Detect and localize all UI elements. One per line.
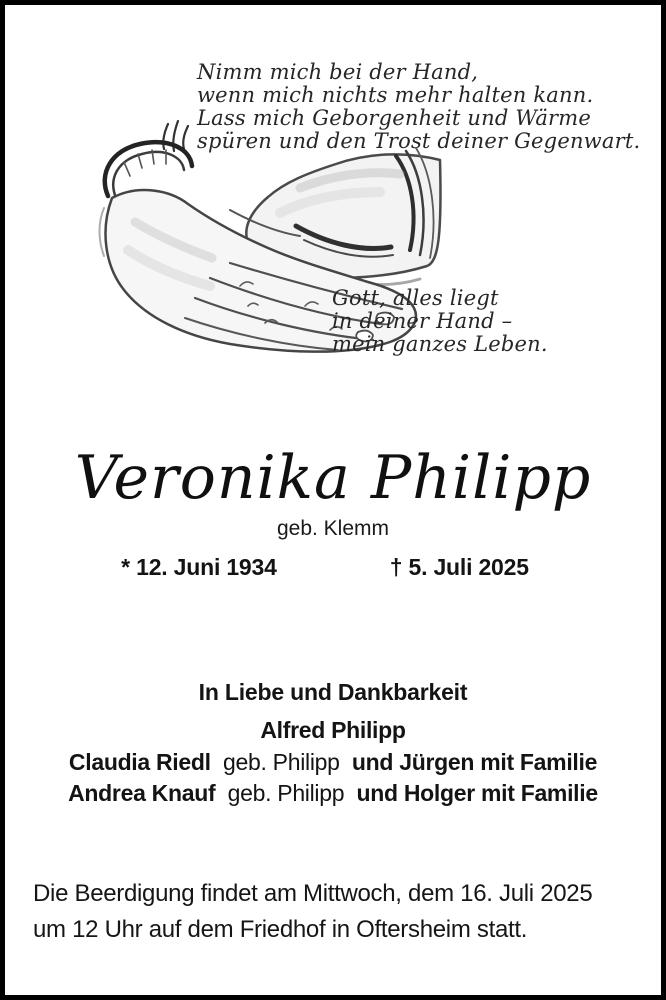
mourner-name: Andrea Knauf [68, 780, 216, 806]
mourner-family: und Holger mit Familie [356, 780, 598, 806]
verse-line: in deiner Hand – [332, 309, 513, 333]
funeral-info-line: Die Beerdigung findet am Mittwoch, dem 16. Juli 2025 [33, 880, 593, 907]
tribute-heading: In Liebe und Dankbarkeit [198, 679, 468, 705]
verse-line: mein ganzes Leben. [332, 332, 548, 356]
funeral-info [33, 876, 592, 948]
deceased-name: Veronika Philipp [74, 443, 592, 513]
funeral-info-line: um 12 Uhr auf dem Friedhof in Oftersheim statt. [33, 916, 528, 943]
mourner-line [5, 778, 661, 810]
verse-line: Nimm mich bei der Hand, [197, 60, 479, 84]
mourner-maiden-name: geb. Philipp [223, 748, 340, 775]
life-dates [0, 554, 653, 580]
mourner-line [5, 747, 661, 779]
verse-line: spüren und den Trost deiner Gegenwart. [197, 129, 641, 153]
mourner-family: und Jürgen mit Familie [351, 748, 598, 775]
closing-verse [332, 287, 548, 356]
mourner-name: Claudia Riedl [68, 748, 211, 775]
mourner-maiden-name: geb. Philipp [227, 780, 345, 806]
birth-date: * 12. Juni 1934 [121, 554, 277, 580]
mourner-name: Alfred Philipp [260, 717, 406, 743]
verse-line: Lass mich Geborgenheit und Wärme [197, 106, 592, 130]
verse-line: wenn mich nichts mehr halten kann. [197, 83, 594, 107]
mourner-line [5, 715, 661, 747]
verse-line: Gott, alles liegt [332, 286, 499, 310]
maiden-name: geb. Klemm [276, 517, 390, 540]
mourners-list [5, 715, 661, 810]
death-date: † 5. Juli 2025 [389, 554, 529, 580]
